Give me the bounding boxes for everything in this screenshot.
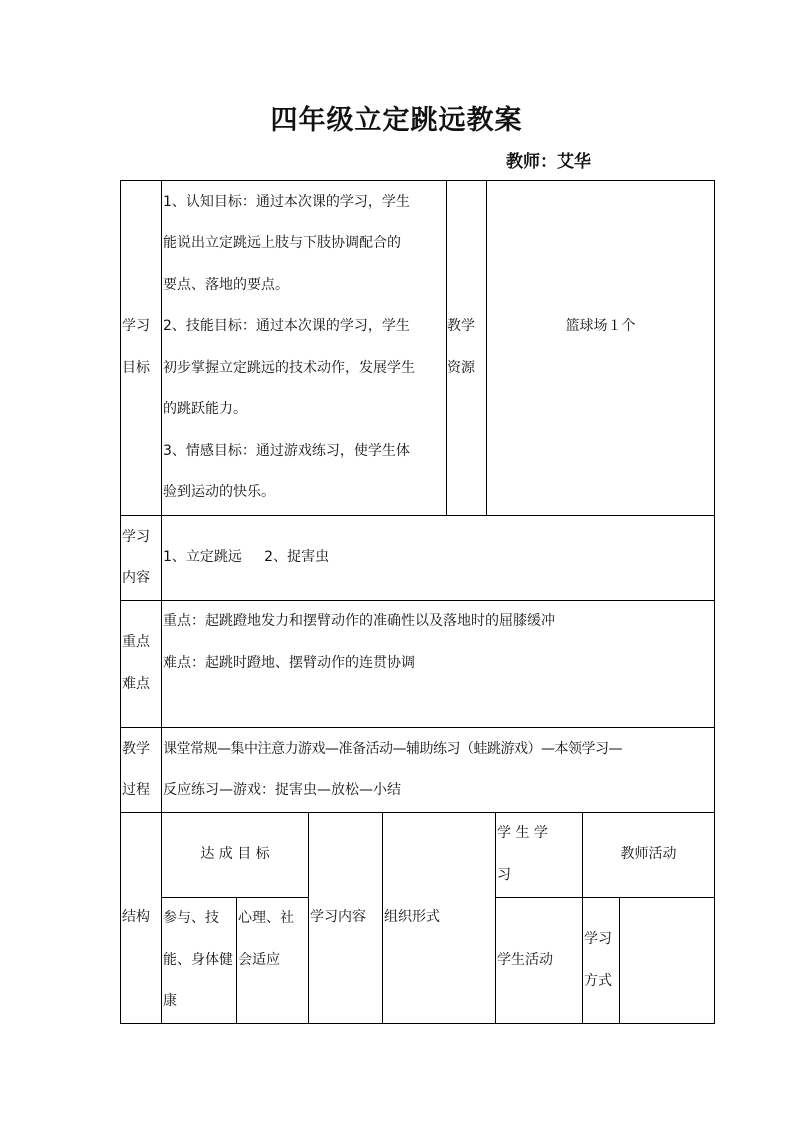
table-border-left xyxy=(120,180,121,1024)
study-content-header: 学习内容 xyxy=(310,909,366,925)
teacher-line xyxy=(506,147,591,172)
document-title: 四年级立定跳远教案 xyxy=(270,105,523,136)
goal-split-line xyxy=(236,897,237,1023)
goal-col1-line-1: 参与、技 xyxy=(163,910,219,926)
objective-line-8: 验到运动的快乐。 xyxy=(163,484,275,500)
process-label-2: 过程 xyxy=(122,782,150,798)
structure-label: 结构 xyxy=(122,909,150,925)
objective-line-4: 2、技能目标：通过本次课的学习，学生 xyxy=(163,318,410,334)
difficult-point-text: 难点：起跳时蹬地、摆臂动作的连贯协调 xyxy=(163,655,415,671)
goal-col1-line-3: 康 xyxy=(163,993,177,1009)
content-label-1: 学习 xyxy=(122,529,150,545)
row-divider-3 xyxy=(120,727,715,728)
org-form-header: 组织形式 xyxy=(384,909,440,925)
resource-label-right-line xyxy=(486,180,487,515)
row-divider-1 xyxy=(120,515,715,516)
study-method-line-1: 学习 xyxy=(584,931,612,947)
method-right-line xyxy=(619,897,620,1023)
content-right-line xyxy=(382,812,383,1023)
objective-line-3: 要点、落地的要点。 xyxy=(163,277,289,293)
keypoints-label-1: 重点 xyxy=(122,634,150,650)
table-border-top xyxy=(120,180,715,181)
process-label-1: 教学 xyxy=(122,741,150,757)
process-line-2: 反应练习—游戏：捉害虫—放松—小结 xyxy=(163,782,401,798)
student-activity-header: 学生活动 xyxy=(497,952,553,968)
keypoints-label-2: 难点 xyxy=(122,676,150,692)
objectives-label-1: 学习 xyxy=(122,318,150,334)
objective-line-5: 初步掌握立定跳远的技术动作，发展学生 xyxy=(163,360,415,376)
teacher-label: 教师： xyxy=(506,152,557,172)
row-divider-4 xyxy=(120,812,715,813)
student-study-line-2: 习 xyxy=(497,867,511,883)
resource-label-2: 资源 xyxy=(447,360,475,376)
org-right-line xyxy=(495,812,496,1023)
key-point-text: 重点：起跳蹬地发力和摆臂动作的准确性以及落地时的屈膝缓冲 xyxy=(163,613,555,629)
process-line-1: 课堂常规—集中注意力游戏—准备活动—辅助练习（蛙跳游戏）—本领学习— xyxy=(163,741,622,757)
table-border-bottom xyxy=(120,1023,715,1024)
goals-header: 达 成 目 标 xyxy=(200,846,270,862)
label-column-line xyxy=(161,180,162,1024)
content-value: 1、立定跳远 2、捉害虫 xyxy=(163,549,330,565)
study-method-line-2: 方式 xyxy=(584,973,612,989)
teacher-name: 艾华 xyxy=(557,152,591,172)
objective-line-6: 的跳跃能力。 xyxy=(163,401,247,417)
resource-value: 篮球场１个 xyxy=(565,318,636,334)
content-label-2: 内容 xyxy=(122,570,150,586)
goal-col1-line-2: 能、身体健 xyxy=(163,952,233,968)
student-study-line-1: 学 生 学 xyxy=(497,825,548,841)
table-border-right xyxy=(714,180,715,1024)
resource-label-1: 教学 xyxy=(447,318,475,334)
objective-line-2: 能说出立定跳远上肢与下肢协调配合的 xyxy=(163,235,401,251)
goal-col2-line-2: 会适应 xyxy=(238,952,280,968)
teacher-activity-header: 教师活动 xyxy=(620,846,677,862)
objective-line-1: 1、认知目标：通过本次课的学习，学生 xyxy=(163,194,410,210)
goals-right-line xyxy=(308,812,309,1023)
structure-mid-line-right xyxy=(495,897,715,898)
goal-col2-line-1: 心理、社 xyxy=(238,910,294,926)
objectives-label-2: 目标 xyxy=(122,360,150,376)
objective-line-7: 3、情感目标：通过游戏练习，使学生体 xyxy=(163,443,410,459)
